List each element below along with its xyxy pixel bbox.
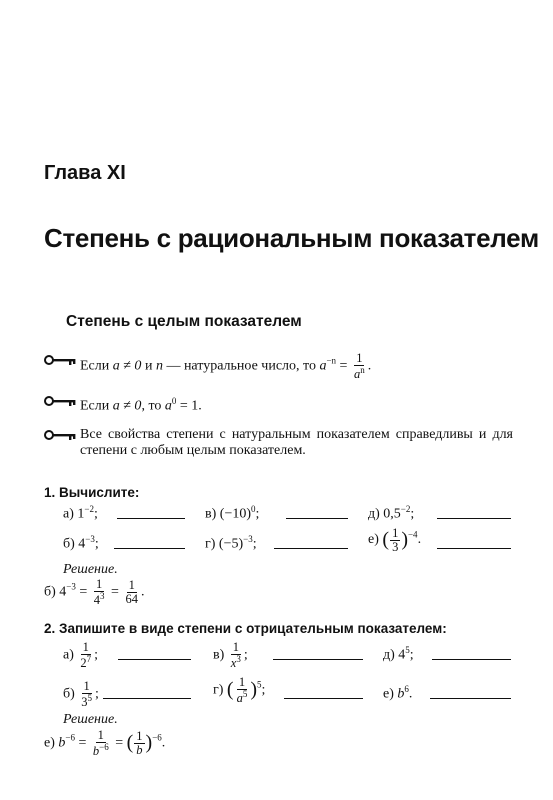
chapter-title: Степень с рациональным показателем (44, 223, 539, 253)
task-2-solution: е) $b^{-6}$ = $\frac{1}{b^{-6}}$ = ( $\frac{1}{b}$ )$^{-6}$. (44, 728, 166, 758)
answer-blank[interactable] (437, 548, 511, 549)
answer-blank[interactable] (117, 518, 185, 519)
task-2-title: 2. Запишите в виде степени с отрицательным показателем: (44, 621, 447, 636)
section-title: Степень с целым показателем (66, 313, 302, 330)
key-icon (44, 353, 76, 367)
answer-blank[interactable] (437, 518, 511, 519)
answer-blank[interactable] (284, 698, 363, 699)
task-1-item-g: г) $(-5)^{-3}$; (205, 534, 257, 552)
key-icon (44, 428, 76, 442)
task-1-solution: б) $4^{-3}$ = $\frac{1}{4^3}$ = $\frac{1}{64}$ . (44, 577, 145, 607)
task-1-item-b: б) $4^{-3}$; (63, 534, 99, 552)
answer-blank[interactable] (430, 698, 511, 699)
answer-blank[interactable] (118, 659, 191, 660)
task-2-item-d: д) $4^5$; (383, 645, 414, 663)
answer-blank[interactable] (274, 548, 348, 549)
answer-blank[interactable] (103, 698, 191, 699)
task-2-item-a: а) $\frac{1}{2^7}$ ; (63, 640, 99, 670)
solution-label: Решение. (63, 712, 118, 727)
rule-3: Все свойства степени с натуральным показателем справедливы и для степени с любым целым показателем. (80, 427, 513, 458)
answer-blank[interactable] (273, 659, 363, 660)
task-2-item-v: в) $\frac{1}{x^3}$ ; (213, 640, 248, 670)
task-2-item-g: г) ( $\frac{1}{a^5}$ )$^5$; (213, 675, 266, 705)
solution-label: Решение. (63, 562, 118, 577)
key-icon (44, 394, 76, 408)
task-1-item-v: в) $(-10)^0$; (205, 504, 260, 522)
task-2-item-b: б) $\frac{1}{3^5}$ ; (63, 679, 99, 709)
chapter-heading: Глава XI (44, 162, 126, 184)
task-1-item-a: а) $1^{-2}$; (63, 504, 98, 522)
task-1-title: 1. Вычислите: (44, 485, 140, 500)
task-1-item-e: е) ( $\frac{1}{3}$ )$^{-4}$. (368, 526, 422, 554)
task-2-item-e: е) $b^6$. (383, 684, 413, 702)
rule-1: Если a ≠ 0 и n — натуральное число, то $a^{-n}$ = $\frac{1}{a^n}$ . (80, 351, 372, 381)
answer-blank[interactable] (114, 548, 185, 549)
answer-blank[interactable] (286, 518, 348, 519)
rule-2: Если a ≠ 0, то $a^0 = 1$. (80, 396, 202, 414)
answer-blank[interactable] (432, 659, 511, 660)
task-1-item-d: д) $0,5^{-2}$; (368, 504, 415, 522)
